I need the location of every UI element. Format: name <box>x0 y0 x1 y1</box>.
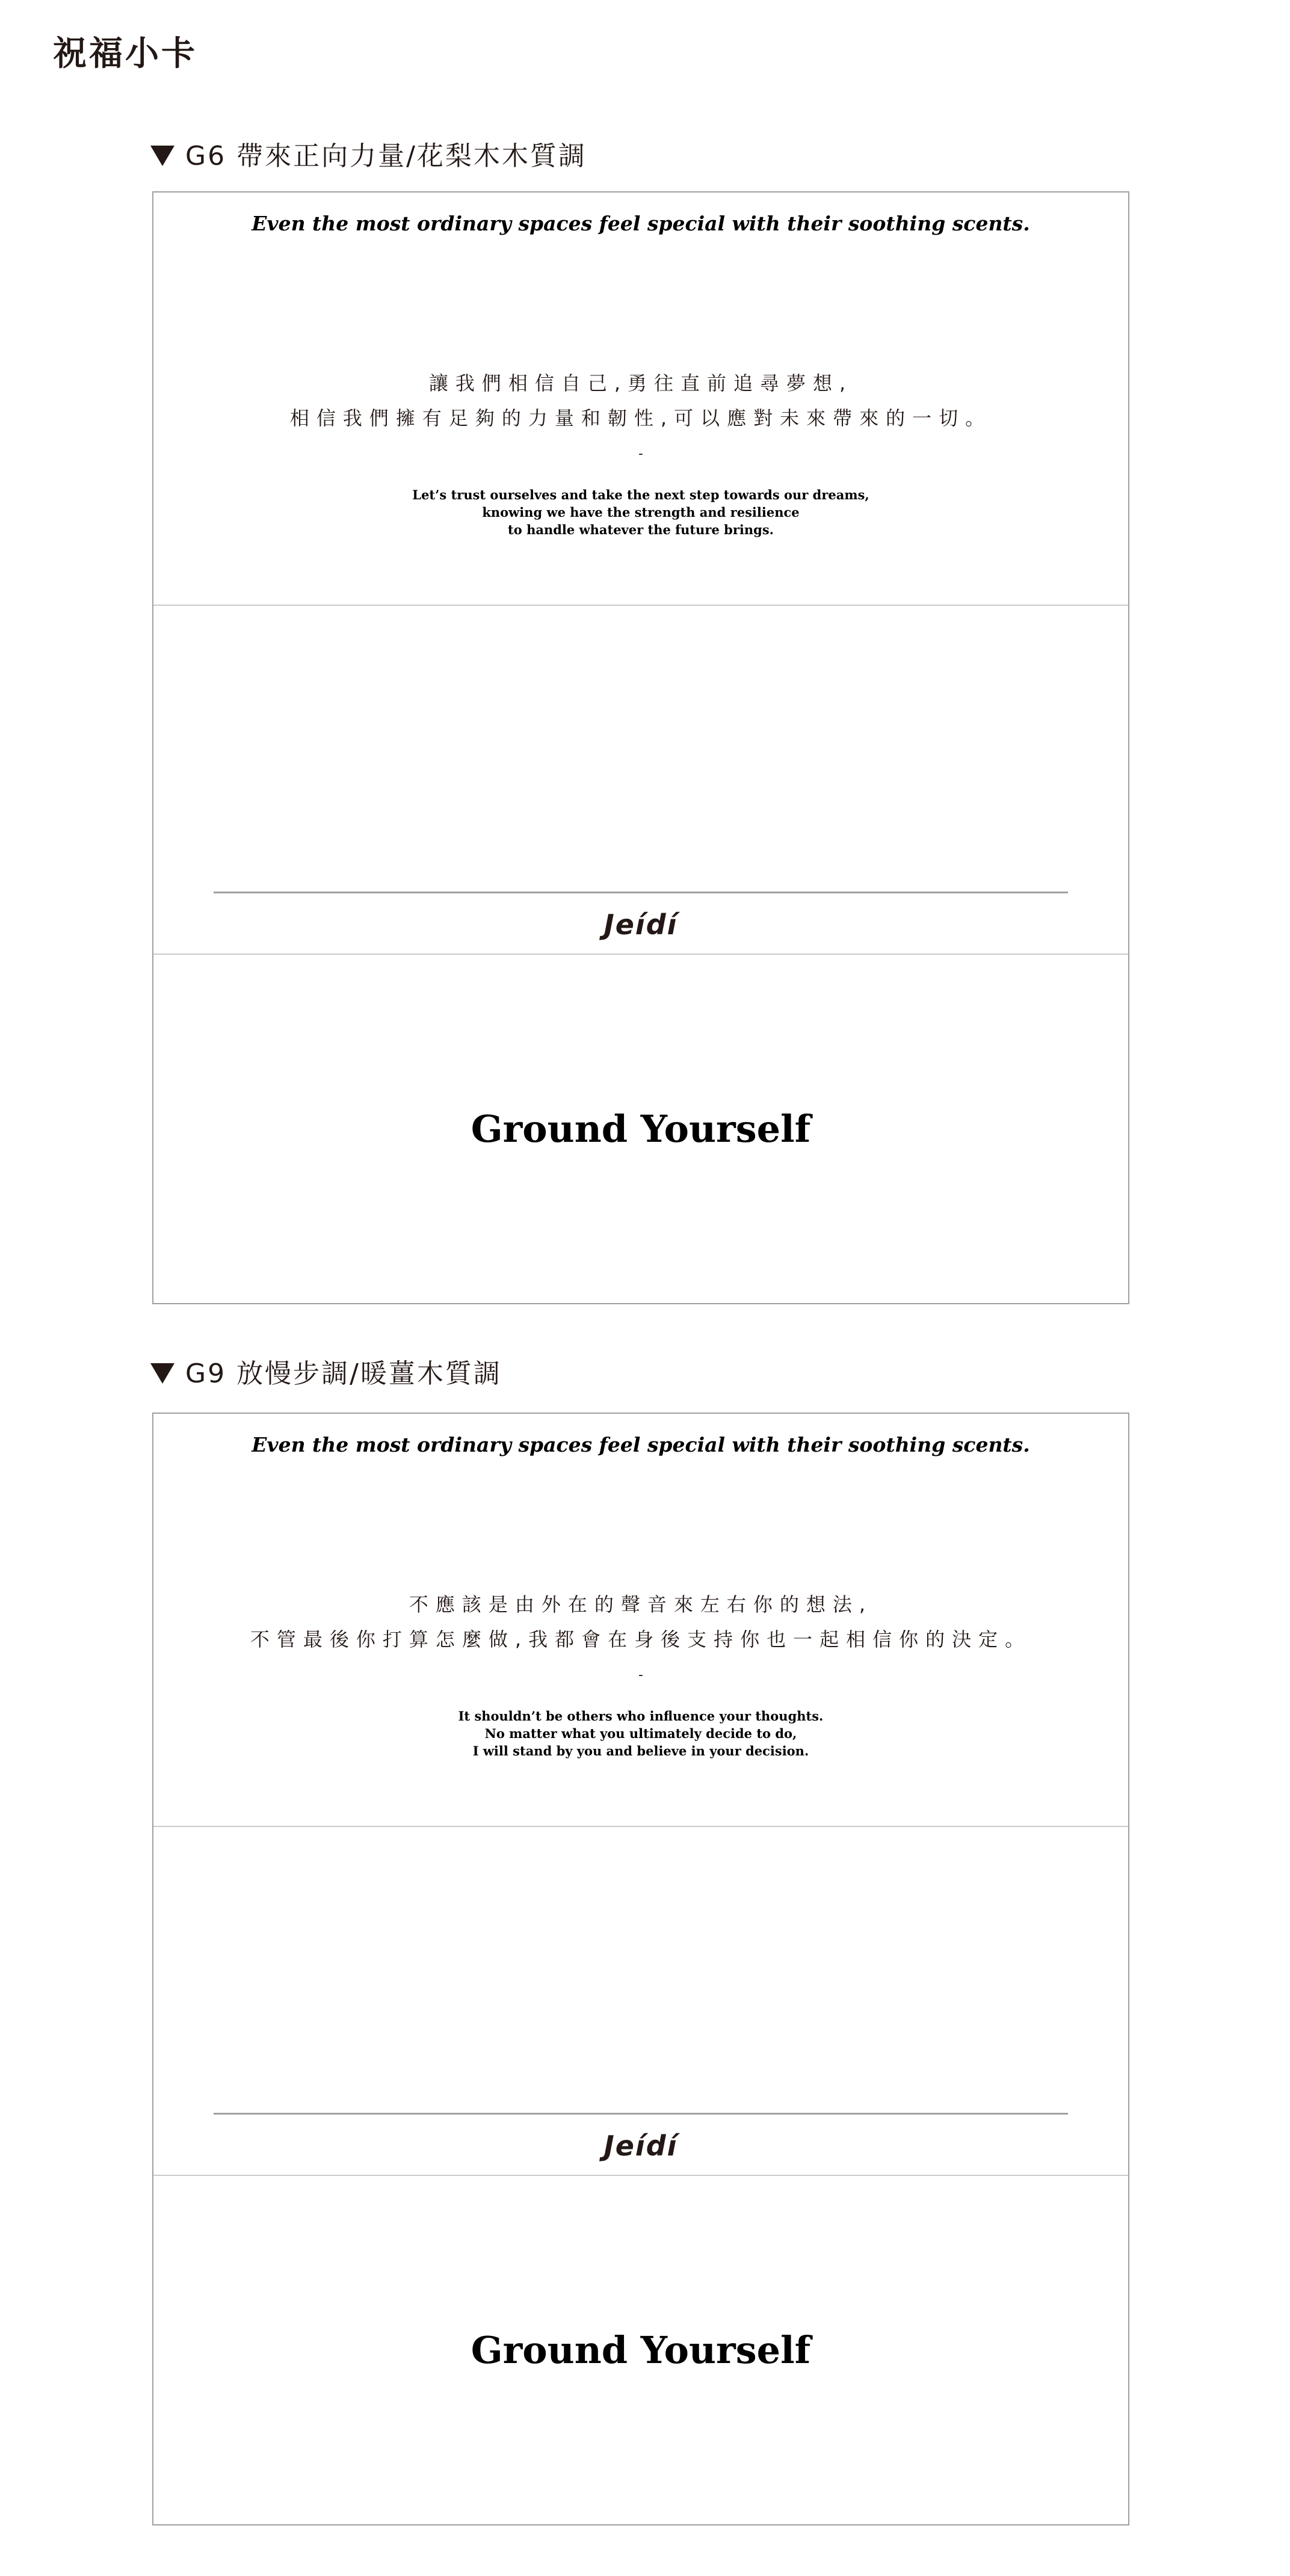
english-message-line: I will stand by you and believe in your decision. <box>472 1743 809 1758</box>
section-heading-text: G6 帶來正向力量/花梨木木質調 <box>185 141 587 171</box>
greeting-card-g9 <box>152 1413 1129 2525</box>
chinese-message <box>153 366 1128 436</box>
chinese-message <box>153 1587 1128 1657</box>
card-front-panel <box>153 2175 1128 2524</box>
english-message-line: Let’s trust ourselves and take the next step towards our dreams, <box>412 487 869 502</box>
english-message-line: No matter what you ultimately decide to do, <box>484 1726 797 1741</box>
greeting-card-g6 <box>152 191 1129 1304</box>
brand-divider-line <box>214 2113 1068 2115</box>
english-message-line: knowing we have the strength and resilience <box>482 505 800 520</box>
card-tagline: Even the most ordinary spaces feel special with their soothing scents. <box>252 1433 1030 1456</box>
english-message <box>153 486 1128 538</box>
english-message-line: to handle whatever the future brings. <box>508 522 774 537</box>
card-brand-panel <box>153 1826 1128 2175</box>
brand-logo: Jeídí <box>603 908 678 941</box>
card-front-title: Ground Yourself <box>471 1107 811 1151</box>
section-heading-text: G9 放慢步調/暖薑木質調 <box>185 1358 502 1389</box>
chinese-message-line: 相信我們擁有足夠的力量和韌性,可以應對未來帶來的一切。 <box>289 407 992 430</box>
message-separator: - <box>638 1668 643 1683</box>
section-heading-g6 <box>150 137 587 176</box>
triangle-down-icon <box>150 146 174 166</box>
card-front-panel <box>153 954 1128 1303</box>
card-brand-panel <box>153 605 1128 954</box>
section-heading-g9 <box>150 1355 502 1393</box>
english-message-line: It shouldn’t be others who influence your thoughts. <box>458 1709 824 1724</box>
chinese-message-line: 不管最後你打算怎麼做,我都會在身後支持你也一起相信你的決定。 <box>250 1628 1032 1651</box>
card-inside-message-panel <box>153 1414 1128 1826</box>
card-front-title: Ground Yourself <box>471 2328 811 2372</box>
english-message <box>153 1707 1128 1760</box>
card-tagline: Even the most ordinary spaces feel special with their soothing scents. <box>252 212 1030 235</box>
brand-divider-line <box>214 892 1068 893</box>
triangle-down-icon <box>150 1363 174 1384</box>
page-title: 祝福小卡 <box>53 34 197 73</box>
chinese-message-line: 不應該是由外在的聲音來左右你的想法, <box>409 1593 873 1616</box>
brand-logo: Jeídí <box>603 2130 678 2162</box>
card-inside-message-panel <box>153 193 1128 605</box>
chinese-message-line: 讓我們相信自己,勇往直前追尋夢想, <box>428 372 853 395</box>
message-separator: - <box>638 446 643 461</box>
